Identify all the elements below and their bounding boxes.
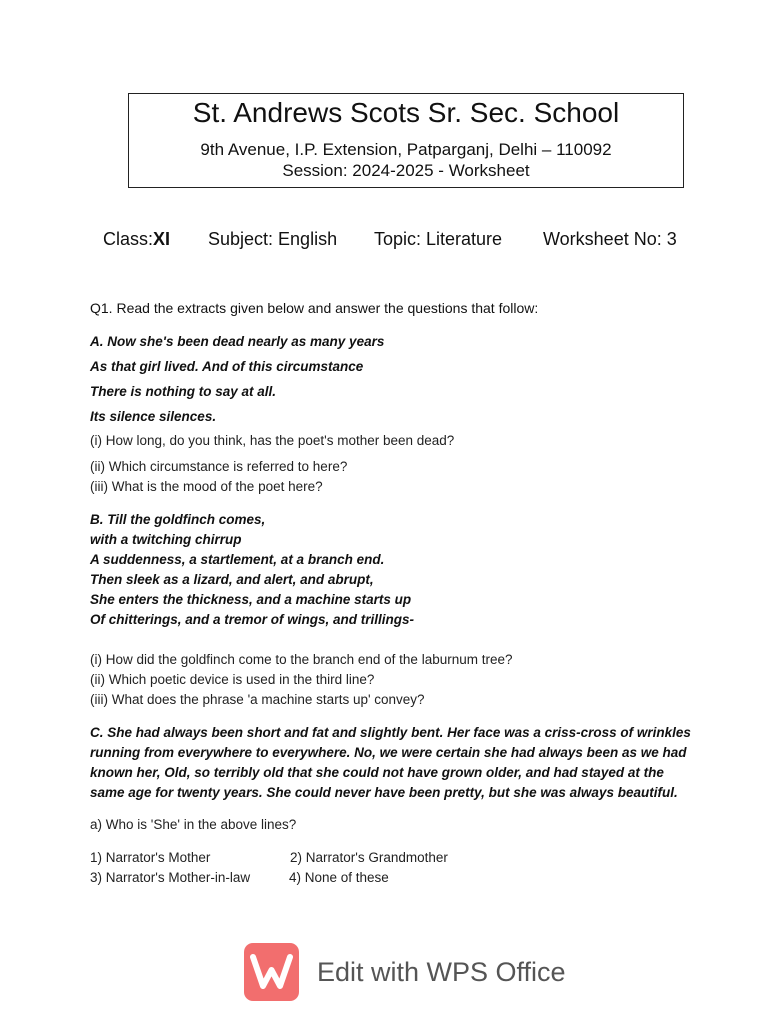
extract-a-question: (i) How long, do you think, has the poet's mother been dead? xyxy=(90,433,455,448)
option-4: 4) None of these xyxy=(289,870,389,885)
subject-label: Subject: English xyxy=(208,229,338,249)
class-label-text: Class: xyxy=(103,229,154,249)
worksheet-number: Worksheet No: 3 xyxy=(543,229,677,249)
extract-b-line: with a twitching chirrup xyxy=(90,532,242,547)
extract-c-question: a) Who is 'She' in the above lines? xyxy=(90,817,297,832)
extract-b-line: Then sleek as a lizard, and alert, and abrupt, xyxy=(90,572,374,587)
extract-b-question: (ii) Which poetic device is used in the third line? xyxy=(90,672,375,687)
extract-c-line: same age for twenty years. She could never have been pretty, but she was always beautiful. xyxy=(90,785,678,800)
topic-label: Topic: Literature xyxy=(374,229,503,249)
extract-a-line: As that girl lived. And of this circumstance xyxy=(90,359,364,374)
extract-b-question: (iii) What does the phrase 'a machine starts up' convey? xyxy=(90,692,425,707)
school-address: 9th Avenue, I.P. Extension, Patparganj, Delhi – 110092 xyxy=(200,140,612,159)
extract-c-line: known her, Old, so terribly old that she could not have grown older, and had stayed at the xyxy=(90,765,664,780)
option-1: 1) Narrator's Mother xyxy=(90,850,211,865)
extract-b-question: (i) How did the goldfinch come to the branch end of the laburnum tree? xyxy=(90,652,513,667)
extract-b-line: She enters the thickness, and a machine starts up xyxy=(90,592,412,607)
school-header-box xyxy=(128,93,684,188)
extract-a-line: A. Now she's been dead nearly as many years xyxy=(90,334,385,349)
class-label xyxy=(103,228,170,250)
question-1-prompt: Q1. Read the extracts given below and answer the questions that follow: xyxy=(90,300,539,316)
extract-c-line: running from everywhere to everywhere. No, we were certain she had always been as we had xyxy=(90,745,687,760)
session-title: Session: 2024-2025 - Worksheet xyxy=(282,161,530,180)
extract-b-line: Of chitterings, and a tremor of wings, and trillings- xyxy=(90,612,415,627)
extract-a-line: Its silence silences. xyxy=(90,409,217,424)
school-name: St. Andrews Scots Sr. Sec. School xyxy=(192,97,620,128)
edit-with-wps-link[interactable]: Edit with WPS Office xyxy=(317,957,566,987)
extract-c-line: C. She had always been short and fat and slightly bent. Her face was a criss-cross of wrinkles xyxy=(90,725,691,740)
class-value: XI xyxy=(153,229,171,249)
extract-a-question: (ii) Which circumstance is referred to here? xyxy=(90,459,348,474)
option-2: 2) Narrator's Grandmother xyxy=(290,850,448,865)
extract-b-line: A suddenness, a startlement, at a branch end. xyxy=(90,552,385,567)
extract-a-line: There is nothing to say at all. xyxy=(90,384,277,399)
wps-w-mark xyxy=(244,943,299,1001)
extract-a-question: (iii) What is the mood of the poet here? xyxy=(90,479,323,494)
option-3: 3) Narrator's Mother-in-law xyxy=(90,870,251,885)
extract-b-line: B. Till the goldfinch comes, xyxy=(90,512,266,527)
wps-logo-icon[interactable] xyxy=(244,943,299,1001)
